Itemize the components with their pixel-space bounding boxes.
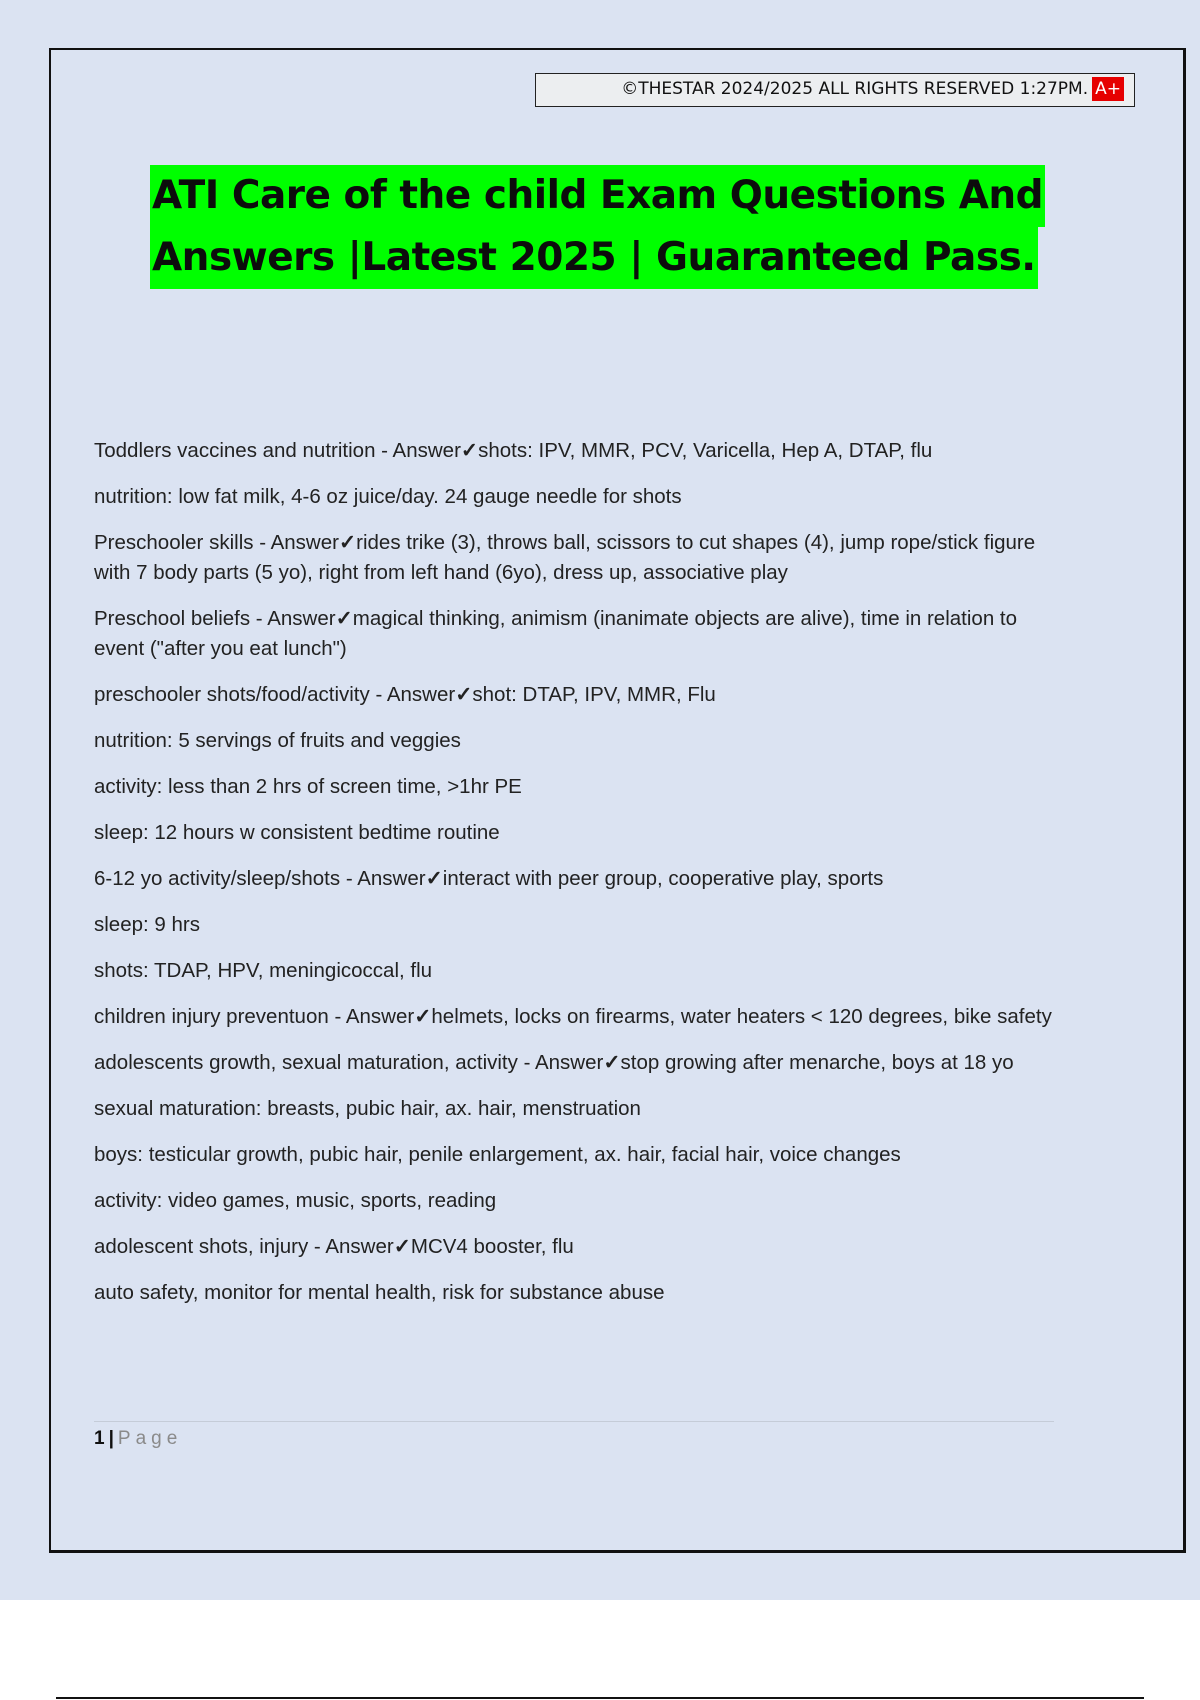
qa-item	[94, 482, 1054, 512]
note-text: nutrition: 5 servings of fruits and veggies	[94, 729, 461, 752]
checkmark-icon: ✓	[335, 607, 353, 630]
qa-item	[94, 1232, 1054, 1262]
checkmark-icon: ✓	[460, 439, 479, 462]
note-text: auto safety, monitor for mental health, risk for substance abuse	[94, 1281, 665, 1304]
question-text: children injury preventuon - Answer	[94, 1005, 415, 1028]
document-title	[150, 165, 1044, 289]
qa-item	[94, 528, 1054, 588]
page-number-separator: |	[108, 1428, 114, 1449]
qa-content	[94, 436, 1054, 1324]
answer-text: MCV4 booster, flu	[410, 1235, 574, 1258]
note-text: activity: video games, music, sports, reading	[94, 1189, 497, 1212]
qa-item	[94, 956, 1054, 986]
qa-item	[94, 864, 1054, 894]
answer-text: magical thinking, animism (inanimate objects are alive), time in relation to event ("after you eat lunch")	[94, 607, 1018, 660]
qa-item	[94, 1002, 1054, 1032]
qa-item	[94, 1186, 1054, 1216]
title-line-1: ATI Care of the child Exam Questions And	[150, 165, 1045, 227]
answer-text: shots: IPV, MMR, PCV, Varicella, Hep A, DTAP, flu	[478, 439, 933, 462]
qa-item	[94, 910, 1054, 940]
checkmark-icon: ✓	[414, 1005, 432, 1028]
qa-item	[94, 772, 1054, 802]
answer-text: rides trike (3), throws ball, scissors to cut shapes (4), jump rope/stick figure with 7 body parts (5 yo), right from left hand (6yo), dress up, associative play	[94, 531, 1036, 584]
answer-text: interact with peer group, cooperative play, sports	[442, 867, 884, 890]
note-text: boys: testicular growth, pubic hair, penile enlargement, ax. hair, facial hair, voice changes	[94, 1143, 901, 1166]
qa-item	[94, 726, 1054, 756]
question-text: Toddlers vaccines and nutrition - Answer	[94, 439, 461, 462]
qa-item	[94, 1048, 1054, 1078]
checkmark-icon: ✓	[455, 683, 473, 706]
copyright-header	[535, 73, 1135, 107]
page-label: Page	[117, 1428, 183, 1449]
qa-item	[94, 436, 1054, 466]
note-text: sleep: 9 hrs	[94, 913, 200, 936]
qa-item	[94, 818, 1054, 848]
answer-text: stop growing after menarche, boys at 18 yo	[620, 1051, 1014, 1074]
checkmark-icon: ✓	[393, 1235, 411, 1258]
copyright-text: ©THESTAR 2024/2025 ALL RIGHTS RESERVED 1:27PM.	[621, 79, 1089, 99]
page-number	[94, 1428, 182, 1450]
question-text: preschooler shots/food/activity - Answer	[94, 683, 456, 706]
answer-text: shot: DTAP, IPV, MMR, Flu	[472, 683, 716, 706]
checkmark-icon: ✓	[425, 867, 443, 890]
qa-item	[94, 604, 1054, 664]
title-line-2: Answers |Latest 2025 | Guaranteed Pass.	[150, 227, 1038, 289]
question-text: adolescent shots, injury - Answer	[94, 1235, 394, 1258]
question-text: adolescents growth, sexual maturation, activity - Answer	[94, 1051, 604, 1074]
footer-divider	[94, 1421, 1054, 1422]
page-number-value: 1	[94, 1428, 105, 1449]
note-text: shots: TDAP, HPV, meningicoccal, flu	[94, 959, 433, 982]
note-text: nutrition: low fat milk, 4-6 oz juice/day. 24 gauge needle for shots	[94, 485, 682, 508]
question-text: Preschooler skills - Answer	[94, 531, 339, 554]
note-text: sleep: 12 hours w consistent bedtime routine	[94, 821, 500, 844]
checkmark-icon: ✓	[603, 1051, 621, 1074]
note-text: sexual maturation: breasts, pubic hair, ax. hair, menstruation	[94, 1097, 641, 1120]
grade-badge: A+	[1092, 77, 1124, 101]
qa-item	[94, 680, 1054, 710]
checkmark-icon: ✓	[338, 531, 357, 554]
question-text: Preschool beliefs - Answer	[94, 607, 336, 630]
question-text: 6-12 yo activity/sleep/shots - Answer	[94, 867, 426, 890]
qa-item	[94, 1278, 1054, 1308]
qa-item	[94, 1140, 1054, 1170]
answer-text: helmets, locks on firearms, water heaters < 120 degrees, bike safety	[431, 1005, 1052, 1028]
bottom-rule	[56, 1697, 1144, 1699]
note-text: activity: less than 2 hrs of screen time, >1hr PE	[94, 775, 522, 798]
qa-item	[94, 1094, 1054, 1124]
